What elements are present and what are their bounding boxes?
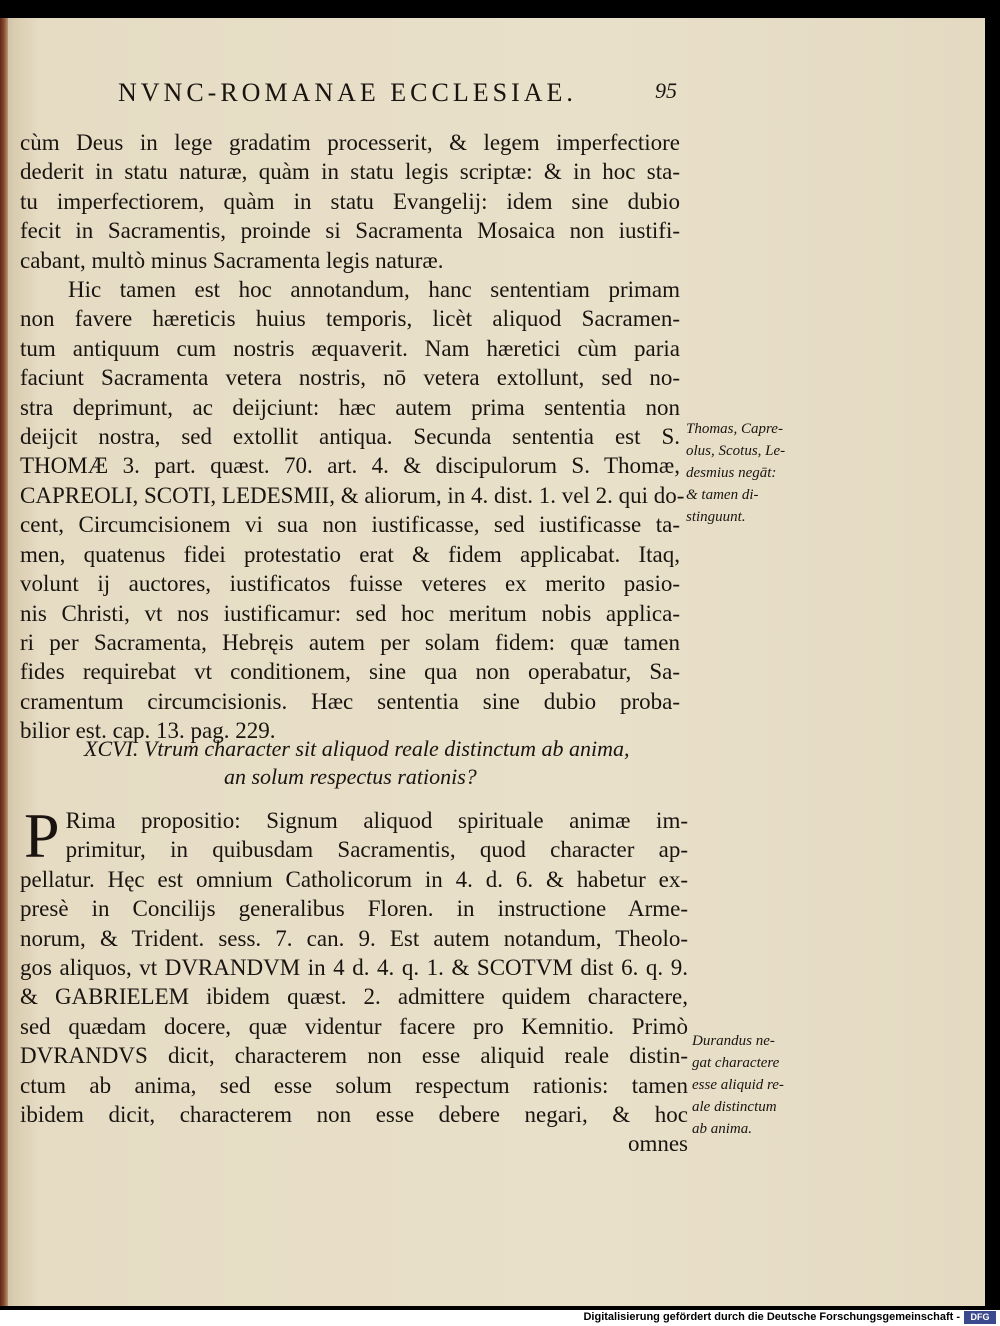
text-line: norum, & Trident. sess. 7. can. 9. Est autem notandum, Theolo- [20,925,688,951]
note-line: ab anima. [692,1121,752,1137]
text-line: CAPREOLI, SCOTI, LEDESMII, & aliorum, in 4. dist. 1. vel 2. qui do- [20,482,685,508]
note-line: Thomas, Capre- [686,421,783,437]
text-line: & GABRIELEM ibidem quæst. 2. admittere quidem charactere, [20,984,688,1010]
paragraph-3 [20,800,688,1159]
text-line: DVRANDVS dicit, characterem non esse aliquid reale distin- [20,1043,688,1069]
text-line: stra deprimunt, ac deijciunt: hæc autem prima sententia non [20,394,680,420]
text-line: ri per Sacramenta, Hebręis autem per solam fidem: quæ tamen [20,629,680,655]
note-line: & tamen di- [686,487,759,503]
paragraph-1 [20,128,680,275]
text-line: men, quatenus fidei protestatio erat & fidem applicabat. Itaq, [20,541,680,567]
text-line: cùm Deus in lege gradatim processerit, & legem imperfectiore [20,130,680,155]
main-text-block [20,128,685,746]
note-line: desmius negāt: [686,465,777,481]
text-line: cabant, multò minus Sacramenta legis naturæ. [20,247,444,273]
text-line: bilior est. cap. 13. pag. 229. [20,718,276,744]
text-line: volunt ij auctores, iustificatos fuisse veteres ex merito pasio- [20,571,680,597]
text-line: ctum ab anima, sed esse solum respectum rationis: tamen [20,1072,688,1098]
note-line: ale distinctum [692,1099,777,1115]
text-line: presè in Concilijs generalibus Floren. in instructione Arme- [20,896,688,922]
text-line: non favere hæreticis huius temporis, licèt aliquod Sacramen- [20,306,680,332]
text-line: THOMÆ 3. part. quæst. 70. art. 4. & discipulorum S. Thomæ, [20,453,680,479]
text-line: cramentum circumcisionis. Hæc sententia sine dubio proba- [20,688,680,714]
footer-text: Digitalisierung gefördert durch die Deutsche Forschungsgemeinschaft - [583,1311,960,1323]
running-head: NVNC-ROMANAE ECCLESIAE. [118,78,577,107]
note-line: esse aliquid re- [692,1077,784,1093]
catchword: omnes [627,1131,688,1157]
chapter-heading [84,735,644,791]
text-line: fecit in Sacramentis, proinde si Sacramenta Mosaica non iustifi- [20,218,680,244]
heading-line-1: XCVI. Vtrum character sit aliquod reale distinctum ab anima, [84,736,630,761]
paragraph-2 [20,275,685,746]
margin-note-2 [692,1030,812,1140]
text-line: ibidem dicit, characterem non esse debere negari, & hoc [20,1102,688,1128]
footer-bar [0,1310,1000,1326]
text-line: Hic tamen est hoc annotandum, hanc sententiam primam [68,277,680,303]
page-number: 95 [655,78,677,103]
margin-note-1 [686,418,806,528]
text-line: tu imperfectiorem, quàm in statu Evangelij: idem sine dubio [20,188,680,214]
drop-cap: P [24,800,60,871]
text-line: cent, Circumcisionem vi sua non iustificasse, sed iustificasse ta- [20,512,680,538]
book-spine-edge [0,18,8,1306]
note-line: Durandus ne- [692,1033,775,1049]
note-line: stinguunt. [686,509,746,525]
note-line: gat charactere [692,1055,780,1071]
text-line: fides requirebat vt conditionem, sine qua non operabatur, Sa- [20,659,680,685]
heading-line-2: an solum respectus rationis? [224,764,477,789]
text-line: tum antiquum cum nostris æquaverit. Nam hæretici cùm paria [20,335,680,361]
note-line: olus, Scotus, Le- [686,443,786,459]
text-line: nis Christi, vt nos iustificamur: sed hoc meritum nobis applica- [20,600,680,626]
text-line: sed quædam docere, quæ videntur facere pro Kemnitio. Primò [20,1013,688,1039]
text-line: dederit in statu naturæ, quàm in statu legis scriptæ: & in hoc sta- [20,159,680,185]
text-line: deijcit nostra, sed extollit antiqua. Secunda sententia est S. [20,424,680,450]
text-line: faciunt Sacramenta vetera nostris, nō vetera extollunt, sed no- [20,365,680,391]
text-line: Rima propositio: Signum aliquod spirituale animæ im- [65,808,688,833]
dfg-logo-icon: DFG [964,1311,996,1324]
text-line: primitur, in quibusdam Sacramentis, quod character ap- [65,837,688,863]
text-line: gos aliquos, vt DVRANDVM in 4 d. 4. q. 1. & SCOTVM dist 6. q. 9. [20,955,688,981]
text-line: pellatur. Hęc est omnium Catholicorum in 4. d. 6. & habetur ex- [20,866,688,892]
